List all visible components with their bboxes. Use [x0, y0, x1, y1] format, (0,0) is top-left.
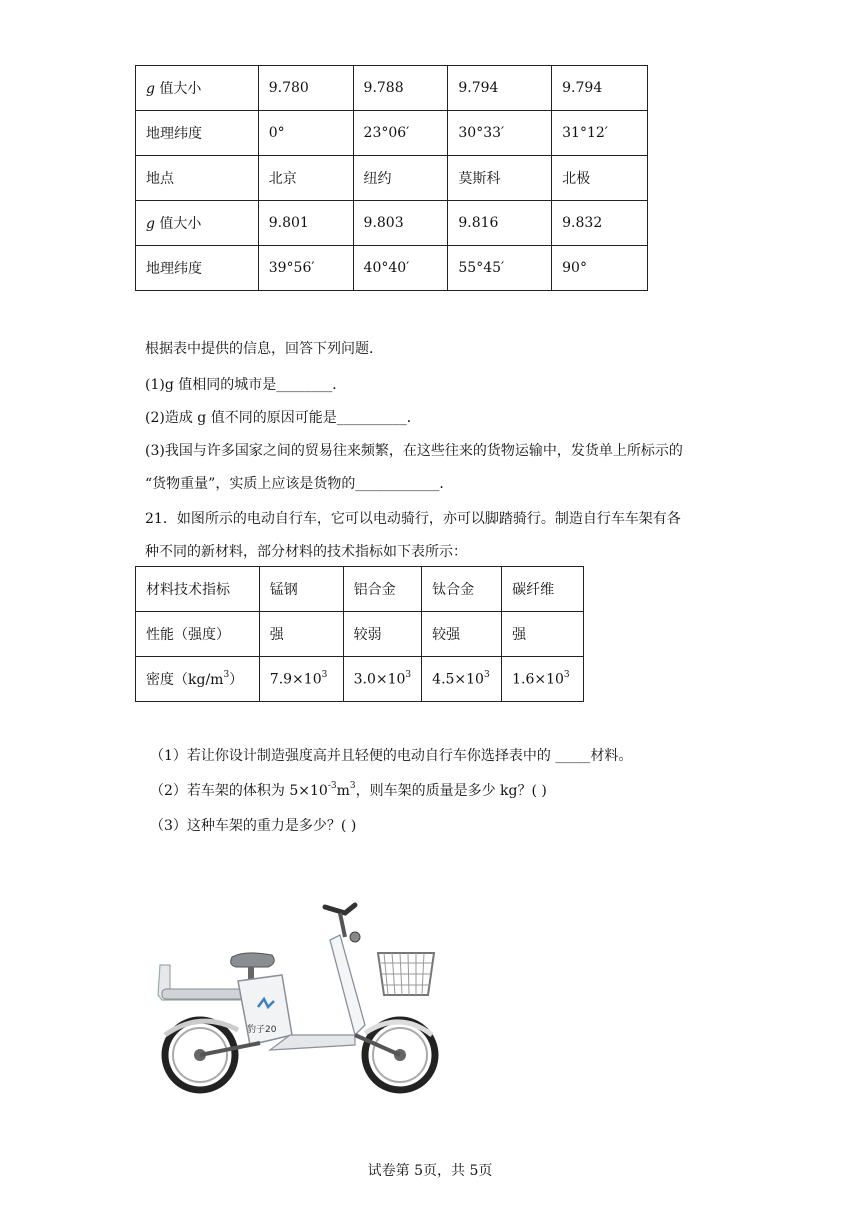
- row-label: [136, 657, 260, 702]
- sub-question-2-mid: m: [336, 783, 350, 799]
- header-cell: 材料技术指标: [136, 567, 260, 612]
- table-header-row: [136, 567, 584, 612]
- material-table: [135, 566, 584, 702]
- table-cell: 9.816: [448, 201, 552, 246]
- table-cell: 9.788: [353, 66, 448, 111]
- header-cell: 钛合金: [422, 567, 502, 612]
- table-cell: 北京: [258, 156, 353, 201]
- table-cell: 23°06′: [353, 111, 448, 156]
- row-label: 地点: [136, 156, 259, 201]
- table-row: [136, 612, 584, 657]
- density-label-pre: 密度（kg/m: [146, 672, 224, 688]
- table-row: [136, 66, 648, 111]
- question-3-line-2: “货物重量”，实质上应该是货物的____________．: [145, 476, 454, 492]
- g-value-table: [135, 65, 648, 291]
- density-label-exp: 3: [223, 670, 230, 681]
- table-cell: 纽约: [353, 156, 448, 201]
- sub-question-2-pre: （2）若车架的体积为 5×10: [150, 783, 328, 799]
- table-cell: 39°56′: [258, 246, 353, 291]
- density-base: 7.9×10: [269, 671, 322, 688]
- sub-question-2-exp2: 3: [349, 781, 356, 792]
- table-row: [136, 657, 584, 702]
- header-cell: 锰钢: [259, 567, 343, 612]
- table-cell: 31°12′: [552, 111, 648, 156]
- row-label: 性能（强度）: [136, 612, 260, 657]
- row-label: g 值大小: [136, 66, 259, 111]
- table-cell: 强: [502, 612, 584, 657]
- sub-question-2-post: ，则车架的质量是多少 kg？( ): [355, 783, 547, 799]
- table-row: [136, 156, 648, 201]
- row-label: 地理纬度: [136, 111, 259, 156]
- table-cell: [343, 657, 422, 702]
- problem-21-line-2: 种不同的新材料，部分材料的技术指标如下表所示：: [145, 544, 467, 560]
- table-row: [136, 201, 648, 246]
- sub-question-2: [150, 780, 547, 800]
- table-cell: 较强: [422, 612, 502, 657]
- density-base: 4.5×10: [432, 671, 484, 688]
- density-base: 1.6×10: [512, 671, 564, 688]
- density-label-post: ）: [229, 672, 244, 688]
- table-cell: 9.832: [552, 201, 648, 246]
- electric-bicycle-image: [150, 895, 440, 1095]
- density-exp: 3: [321, 669, 328, 680]
- table-cell: 55°45′: [448, 246, 552, 291]
- table-cell: 北极: [552, 156, 648, 201]
- density-exp: 3: [483, 669, 490, 680]
- table-cell: 9.794: [552, 66, 648, 111]
- table-cell: 9.801: [258, 201, 353, 246]
- sub-question-2-exp: -3: [327, 781, 337, 792]
- density-exp: 3: [563, 669, 570, 680]
- problem-21-line-1: 21．如图所示的电动自行车，它可以电动骑行，亦可以脚踏骑行。制造自行车车架有各: [145, 511, 681, 527]
- table-row: [136, 246, 648, 291]
- basket: [378, 953, 434, 995]
- table-cell: 90°: [552, 246, 648, 291]
- sub-question-3: （3）这种车架的重力是多少？( ): [150, 818, 357, 834]
- question-3-line-1: (3)我国与许多国家之间的贸易往来频繁，在这些往来的货物运输中，发货单上所标示的: [145, 443, 683, 459]
- page-footer: 试卷第 5页，共 5页: [367, 1163, 493, 1179]
- question-2: (2)造成 g 值不同的原因可能是__________．: [145, 410, 421, 426]
- intro-text: 根据表中提供的信息，回答下列问题．: [145, 341, 383, 357]
- table-cell: 9.780: [258, 66, 353, 111]
- table-cell: [259, 657, 343, 702]
- table-cell: 强: [259, 612, 343, 657]
- table-row: [136, 111, 648, 156]
- table-cell: 0°: [258, 111, 353, 156]
- header-cell: 碳纤维: [502, 567, 584, 612]
- density-base: 3.0×10: [353, 671, 406, 688]
- table-cell: [422, 657, 502, 702]
- table-cell: 9.803: [353, 201, 448, 246]
- row-label: 地理纬度: [136, 246, 259, 291]
- question-1: (1)g 值相同的城市是________．: [145, 377, 347, 393]
- table-cell: 40°40′: [353, 246, 448, 291]
- sub-question-1: （1）若让你设计制造强度高并且轻便的电动自行车你选择表中的 _____材料。: [150, 748, 633, 764]
- bike-brand-label: 豹子20: [247, 1025, 277, 1035]
- density-exp: 3: [405, 669, 412, 680]
- table-cell: 30°33′: [448, 111, 552, 156]
- table-cell: 9.794: [448, 66, 552, 111]
- table-cell: 莫斯科: [448, 156, 552, 201]
- table-cell: 较弱: [343, 612, 422, 657]
- rear-rack: [158, 965, 250, 1000]
- row-label: g 值大小: [136, 201, 259, 246]
- header-cell: 铝合金: [343, 567, 422, 612]
- handlebar: [325, 905, 360, 942]
- table-cell: [502, 657, 584, 702]
